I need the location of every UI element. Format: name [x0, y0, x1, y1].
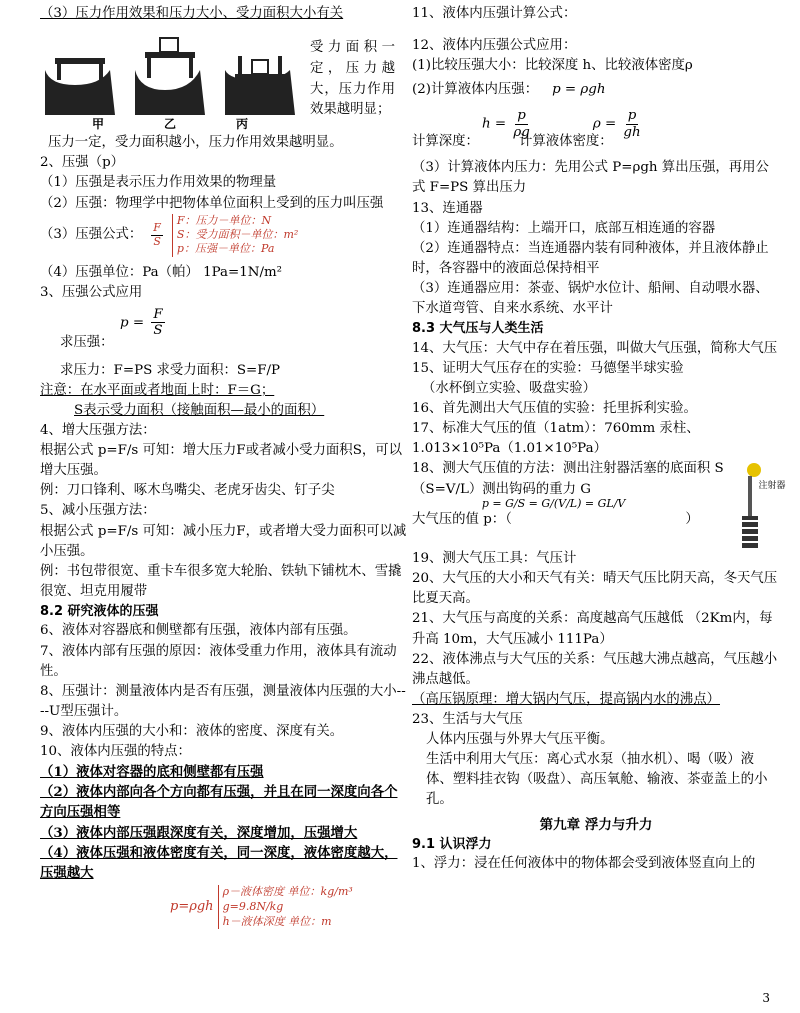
- text-line: 12、液体内压强公式应用：: [412, 38, 577, 54]
- text-line: 求压强：: [60, 334, 114, 350]
- text-line: （4）压强单位：Pa（帕） 1Pa=1N/m²: [40, 264, 283, 280]
- text-line: 例：书包带很宽、重卡车很多宽大轮胎、铁轨下铺枕木、雪撬很宽、坦克用履带: [40, 563, 402, 599]
- text-line: 20、大气压的大小和天气有关：晴天气压比阴天高，冬天气压比夏天高。: [412, 571, 778, 607]
- annotation-line: S：受力面积－单位：m²: [176, 227, 299, 241]
- text-line: 求压力：F=PS 求受力面积：S=F/P: [60, 362, 281, 378]
- annotation-line: g=9.8N/kg: [222, 899, 284, 913]
- sponge-experiment-illustration: [40, 30, 310, 120]
- formula-annotation: [172, 214, 298, 257]
- text-line: 9、液体内压强的大小和：液体的密度、深度有关。: [40, 724, 344, 739]
- syringe-label: 注射器: [758, 480, 786, 491]
- chapter-title: 第九章 浮力与升力: [539, 816, 653, 833]
- text-line: 计算液体密度：: [518, 134, 613, 150]
- text-line: 3、压强公式应用: [40, 284, 143, 300]
- annotation-line: h－液体深度 单位：m: [222, 914, 332, 928]
- left-column: [40, 4, 408, 929]
- pressure-formula: $\frac{F}{S}$: [153, 220, 161, 248]
- text-line: 计算深度：: [412, 134, 479, 150]
- derived-formulas: h = $\frac{p}{\rho g}$ ρ = $\frac{p}{gh}$: [482, 108, 641, 140]
- text-line: (1)比较压强大小：比较深度 h、比较液体密度ρ: [412, 58, 693, 74]
- text-line: （1）液体对容器的底和侧壁都有压强: [40, 764, 264, 781]
- text-line: 10、液体内压强的特点：: [40, 744, 191, 760]
- right-column: [412, 4, 786, 874]
- section-heading: 8.3 大气压与人类生活: [412, 321, 544, 337]
- text-line: (2)计算液体内压强：: [412, 82, 539, 98]
- text-line: （高压锅原理：增大锅内气压，提高锅内水的沸点）: [412, 691, 720, 707]
- text-line: 14、大气压：大气中存在着压强，叫做大气压强，简称大气压: [412, 340, 778, 356]
- text-line: 22、液体沸点与大气压的关系：气压越大沸点越高，气压越小沸点越低。: [412, 651, 778, 687]
- formula-p: p = $\frac{F}{S}$: [120, 306, 163, 339]
- text-line: 13、连通器: [412, 200, 483, 216]
- text-line: 1、浮力：浸在任何液体中的物体都会受到液体竖直向上的: [412, 856, 756, 872]
- text-line: （4）液体压强和液体密度有关，同一深度，液体密度越大，压强越大: [40, 844, 398, 881]
- text-line: 15、证明大气压存在的实验：马德堡半球实验: [412, 360, 684, 376]
- figure-label: 乙: [164, 117, 177, 132]
- figure-label: 丙: [236, 117, 249, 132]
- text-line: 21、大气压与高度的关系：高度越高气压越低 （2Km内，每升高 10m，大气压减小 111Pa）: [412, 611, 773, 647]
- formula-rho-gh: p = ρgh: [552, 82, 606, 98]
- text-line: ）: [685, 511, 699, 527]
- syringe-figure: [720, 460, 786, 564]
- text-line: （3）液体内部压强跟深度有关，深度增加，压强增大: [40, 824, 358, 841]
- text-line: （3）压力作用效果和压力大小、受力面积大小有关: [40, 6, 344, 21]
- text-line: 7、液体内部有压强的原因：液体受重力作用，液体具有流动性。: [40, 643, 397, 679]
- text-line: （2）压强：物理学中把物体单位面积上受到的压力叫压强: [40, 195, 384, 211]
- text-line: （3）计算液体内压力：先用公式 P=ρgh 算出压强，再用公式 F=PS 算出压力: [412, 160, 769, 196]
- text-line: 受力面积一定，压力越大，压力作用效果越明显；: [310, 40, 395, 118]
- atm-pressure-formula: p = G/S = G/(V/L) = GL/V: [481, 497, 626, 511]
- text-line: 17、标准大气压的值（1atm）：760mm 汞柱、1.013×10⁵Pa（1.01×10⁵Pa）: [412, 421, 700, 457]
- text-line: 6、液体对容器底和侧壁都有压强，液体内部有压强。: [40, 623, 357, 639]
- section-heading: 8.2 研究液体的压强: [40, 603, 159, 619]
- text-line: 23、生活与大气压: [412, 711, 523, 727]
- text-line: 5、减小压强方法：: [40, 503, 156, 519]
- section-heading: 9.1 认识浮力: [412, 836, 492, 852]
- text-line: （水杯倒立实验、吸盘实验）: [422, 380, 597, 396]
- liquid-pressure-formula: p=ρgh ρ－液体密度 单位：kg/m³ g=9.8N/kg h－液体深度 单位：m: [170, 884, 353, 928]
- text-line: 2、压强（p）: [40, 155, 125, 171]
- text-line: 16、首先测出大气压值的实验：托里拆利实验。: [412, 401, 697, 417]
- text-line: 根据公式 p=F/s 可知：增大压力F或者减小受力面积S，可以增大压强。: [40, 443, 403, 479]
- text-line: （1）压强是表示压力作用效果的物理量: [40, 175, 277, 191]
- annotation-line: ρ－液体密度 单位：kg/m³: [222, 884, 353, 898]
- text-line: 19、测大气压工具：气压计: [412, 551, 577, 567]
- text-line: 4、增大压强方法：: [40, 422, 156, 438]
- syringe-icon: [730, 460, 770, 550]
- text-line: 8、压强计：测量液体内是否有压强，测量液体内压强的大小----U型压强计。: [40, 683, 406, 719]
- figure-label: 甲: [92, 117, 105, 132]
- annotation-line: F：压力－单位：N: [176, 213, 272, 227]
- text-line: 大气压的值 p：（: [412, 511, 512, 527]
- text-line: （3）压强公式：: [40, 227, 143, 242]
- text-line: （3）连通器应用：茶壶、锅炉水位计、船闸、自动喂水器、下水道弯管、自来水系统、水平计: [412, 281, 769, 317]
- text-line: 11、液体内压强计算公式：: [412, 6, 577, 21]
- pressure-experiment-figure: [40, 30, 310, 120]
- text-line: 例：刀口锋利、啄木鸟嘴尖、老虎牙齿尖、钉子尖: [40, 483, 335, 499]
- text-line: 压力一定，受力面积越小，压力作用效果越明显。: [48, 135, 343, 151]
- text-line: 根据公式 p=F/s 可知：减小压力F，或者增大受力面积可以减小压强。: [40, 523, 407, 559]
- text-line: 注意：在水平面或者地面上时：F＝G；: [40, 382, 275, 398]
- text-line: S表示受力面积（接触面积—最小的面积）: [74, 402, 325, 418]
- text-line: （2）液体内部向各个方向都有压强，并且在同一深度向各个方向压强相等: [40, 784, 398, 821]
- text-line: 生活中利用大气压：离心式水泵（抽水机）、喝（吸）液体、塑料挂衣钩（吸盘）、高压氧舱、输液、茶壶盖上的小孔。: [426, 752, 768, 808]
- text-line: （2）连通器特点：当连通器内装有同种液体，并且液体静止时，各容器中的液面总保持相平: [412, 240, 769, 276]
- text-line: 18、测大气压值的方法：测出注射器活塞的底面积 S（S=V/L）测出钩码的重力 G: [412, 461, 724, 497]
- annotation-line: p：压强－单位：Pa: [176, 242, 275, 256]
- text-line: （1）连通器结构：上端开口，底部互相连通的容器: [412, 220, 716, 236]
- text-line: 人体内压强与外界大气压平衡。: [426, 732, 614, 748]
- page-number: 3: [762, 991, 770, 1005]
